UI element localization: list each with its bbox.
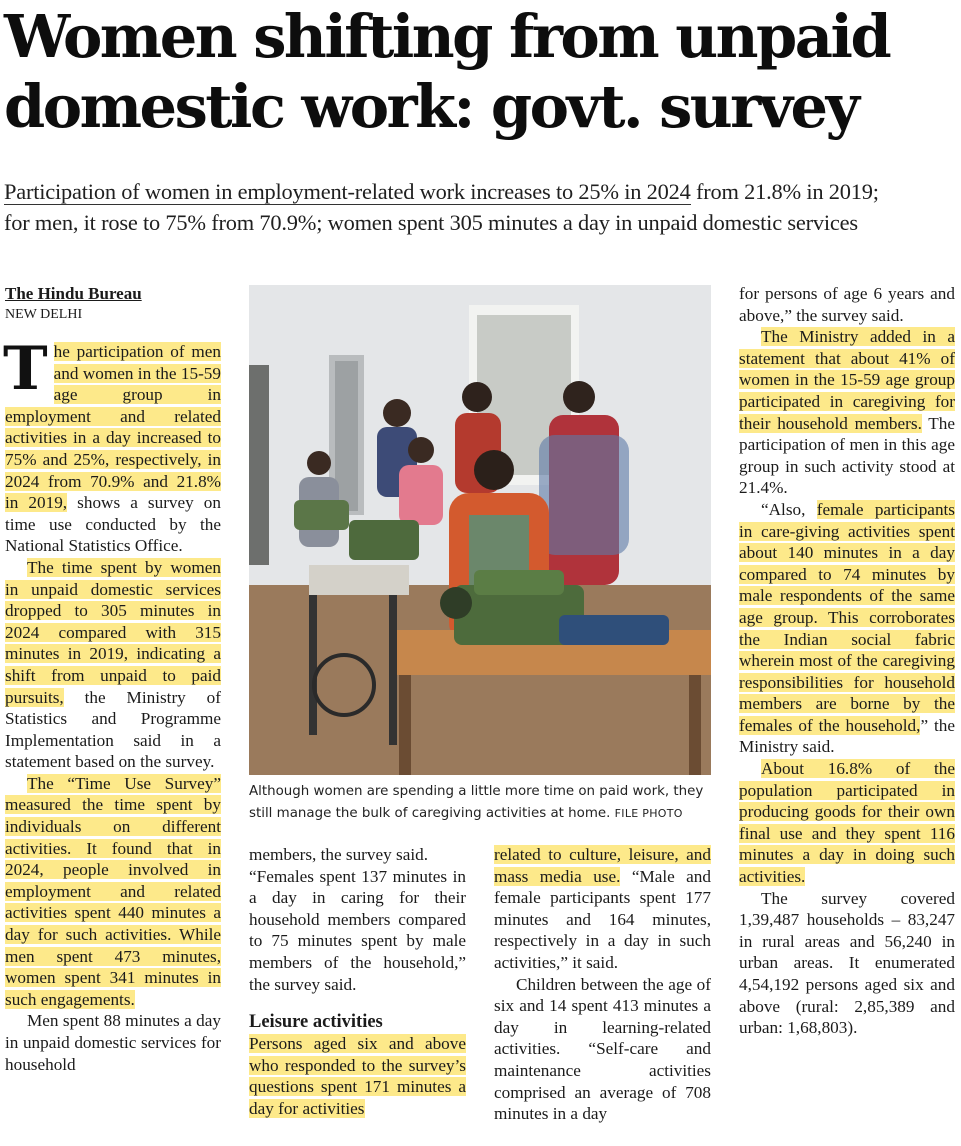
drop-cap: T <box>3 334 48 404</box>
highlighted-text: The “Time Use Survey” measured the time spent by individuals on different activities. It found that in 2024, people involved in employment and related activities spent 440 minutes a day for such activities. While men spent 473 minutes, women spent 341 minutes in such engagements. <box>5 773 221 1009</box>
paragraph: “Females spent 137 minutes in a day in caring for their household members compared to 75 minutes spent by male members of the household,” the survey said. <box>249 866 466 994</box>
body-text: shows a survey on time use conducted by the National Statistics Office. <box>5 493 221 556</box>
paragraph <box>739 758 955 888</box>
column-3 <box>494 844 711 1125</box>
highlighted-text: Persons aged six and above who responded to the survey’s questions spent 171 minutes a day for activities <box>249 1034 466 1118</box>
paragraph <box>3 334 221 557</box>
paragraph <box>494 844 711 974</box>
paragraph <box>5 773 221 1011</box>
highlighted-text: related to culture, leisure, and mass media use. <box>494 845 711 886</box>
highlighted-text: he participation of men and women in the 15-59 age group in employment and related activities in a day increased to 75% and 25%, respectively, in 2024 from 70.9% and 21.8% in 2019, <box>5 342 221 513</box>
paragraph: Children between the age of six and 14 spent 413 minutes a day in learning-related activities. “Self-care and maintenance activities comprised an average of 708 minutes in a day <box>494 974 711 1124</box>
deck-line-2: for men, it rose to 75% from 70.9%; women spent 305 minutes a day in unpaid domestic services <box>4 210 858 235</box>
paragraph: members, the survey said. <box>249 845 428 864</box>
photo-credit: FILE PHOTO <box>614 807 683 820</box>
sewing-class-illustration <box>249 285 711 775</box>
column-4 <box>739 283 955 1039</box>
body-text: The participation of men in this age group in such activity stood at 21.4%. <box>739 413 955 498</box>
paragraph <box>739 326 955 499</box>
paragraph: for persons of age 6 years and above,” the survey said. <box>739 284 955 325</box>
article-photo <box>249 285 711 775</box>
subhead-leisure: Leisure activities <box>249 1012 383 1033</box>
headline-line-2: domestic work: govt. survey <box>4 72 858 141</box>
dateline: NEW DELHI <box>5 307 83 322</box>
deck-rest: from 21.8% in 2019; <box>690 179 879 204</box>
highlighted-text: female participants in care-giving activities spent about 140 minutes in a day compared to 74 minutes by male respondents of the same age group. This corroborates the Indian social fabric wherein most of the caregiving responsibilities for household members are borne by the females of the household, <box>739 499 955 735</box>
body-text: “Male and female participants spent 177 minutes and 164 minutes, respectively in a day in such activities,” it said. <box>494 866 711 972</box>
caption-text: Although women are spending a little more time on paid work, they still manage the bulk of caregiving activities at home. <box>249 784 704 821</box>
column-2 <box>249 844 466 1120</box>
byline: The Hindu Bureau <box>5 284 142 303</box>
body-text: “Also, <box>761 499 817 519</box>
paragraph <box>5 557 221 773</box>
deck-underlined: Participation of women in employment-related work increases to 25% in 2024 <box>4 179 691 204</box>
photo-caption <box>249 781 717 825</box>
body-text: ” the Ministry said. <box>739 715 955 757</box>
column-1 <box>5 283 221 1075</box>
highlighted-text: About 16.8% of the population participated in producing goods for their own final use and they spent 116 minutes a day in doing such activities. <box>739 759 955 887</box>
paragraph: The survey covered 1,39,487 households – 83,247 in rural areas and 56,240 in urban areas. It enumerated 4,54,192 persons aged six and above (rural: 2,85,389 and urban: 1,68,803). <box>739 888 955 1038</box>
paragraph <box>739 499 955 758</box>
highlighted-text: The time spent by women in unpaid domestic services dropped to 305 minutes in 2024 compared with 315 minutes in 2019, indicating a shift from unpaid to paid pursuits, <box>5 557 221 707</box>
highlighted-text: The Ministry added in a statement that about 41% of women in the 15-59 age group participated in caregiving for their household members. <box>739 327 955 433</box>
paragraph <box>249 1033 466 1119</box>
headline-line-1: Women shifting from unpaid <box>4 2 890 71</box>
headline <box>4 2 959 142</box>
paragraph: Men spent 88 minutes a day in unpaid domestic services for household <box>5 1011 221 1074</box>
body-text: the Ministry of Statistics and Programme Implementation said in a statement based on the survey. <box>5 687 221 772</box>
deck-summary <box>4 176 959 238</box>
